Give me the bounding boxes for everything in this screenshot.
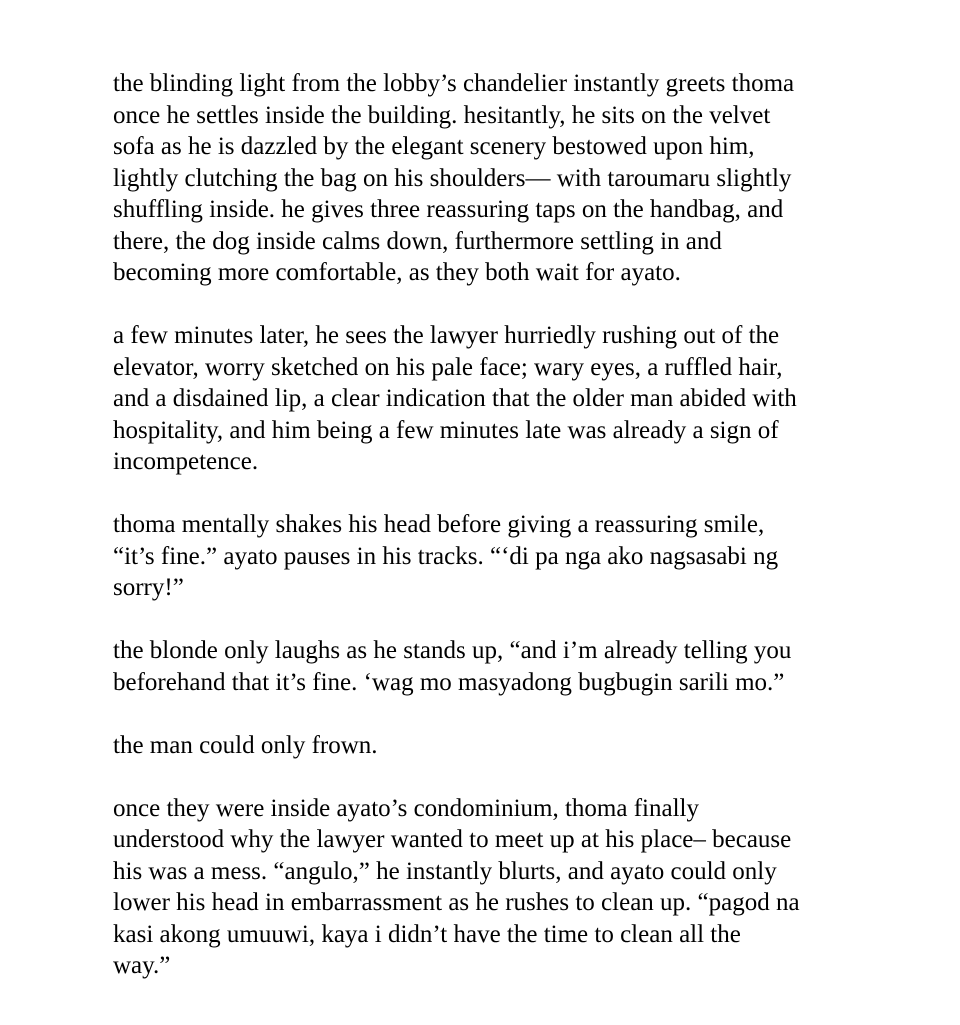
text-line: sorry!” xyxy=(113,574,184,601)
paragraph-3 xyxy=(113,509,913,604)
text-line: and a disdained lip, a clear indication that the older man abided with xyxy=(113,385,797,412)
text-line: his was a mess. “angulo,” he instantly blurts, and ayato could only xyxy=(113,857,777,885)
text-line: a few minutes later, he sees the lawyer hurriedly rushing out of the xyxy=(113,322,780,349)
paragraph-1 xyxy=(113,68,913,289)
text-line: sofa as he is dazzled by the elegant scenery bestowed upon him, xyxy=(113,133,755,160)
text-line: the man could only frown. xyxy=(113,731,378,759)
text-line: once they were inside ayato’s condominium, thoma finally xyxy=(113,794,699,822)
paragraph-5 xyxy=(113,730,913,762)
text-line: kasi akong umuuwi, kaya i didn’t have the time to clean all the xyxy=(113,920,741,948)
text-line: understood why the lawyer wanted to meet up at his place– because xyxy=(113,826,792,853)
text-line: elevator, worry sketched on his pale face; wary eyes, a ruffled hair, xyxy=(113,353,783,381)
text-line: lower his head in embarrassment as he rushes to clean up. “pagod na xyxy=(113,889,800,916)
text-line: the blonde only laughs as he stands up, “and i’m already telling you xyxy=(113,637,792,664)
text-line: the blinding light from the lobby’s chandelier instantly greets thoma xyxy=(113,70,795,97)
paragraph-2 xyxy=(113,320,913,478)
text-line: beforehand that it’s fine. ‘wag mo masyadong bugbugin sarili mo.” xyxy=(113,668,785,696)
text-line: thoma mentally shakes his head before giving a reassuring smile, xyxy=(113,511,765,538)
text-line: way.” xyxy=(113,952,171,979)
text-line: lightly clutching the bag on his shoulders— with taroumaru slightly xyxy=(113,164,792,192)
text-line: “it’s fine.” ayato pauses in his tracks. “‘di pa nga ako nagsasabi ng xyxy=(113,542,779,570)
text-line: becoming more comfortable, as they both wait for ayato. xyxy=(113,259,681,286)
text-line: hospitality, and him being a few minutes late was already a sign of xyxy=(113,416,779,444)
text-line: there, the dog inside calms down, furthermore settling in and xyxy=(113,227,722,255)
document-body xyxy=(113,68,913,1013)
paragraph-6 xyxy=(113,793,913,982)
paragraph-4 xyxy=(113,635,913,698)
text-line: shuffling inside. he gives three reassuring taps on the handbag, and xyxy=(113,196,784,223)
text-line: once he settles inside the building. hesitantly, he sits on the velvet xyxy=(113,101,771,129)
text-line: incompetence. xyxy=(113,448,259,475)
